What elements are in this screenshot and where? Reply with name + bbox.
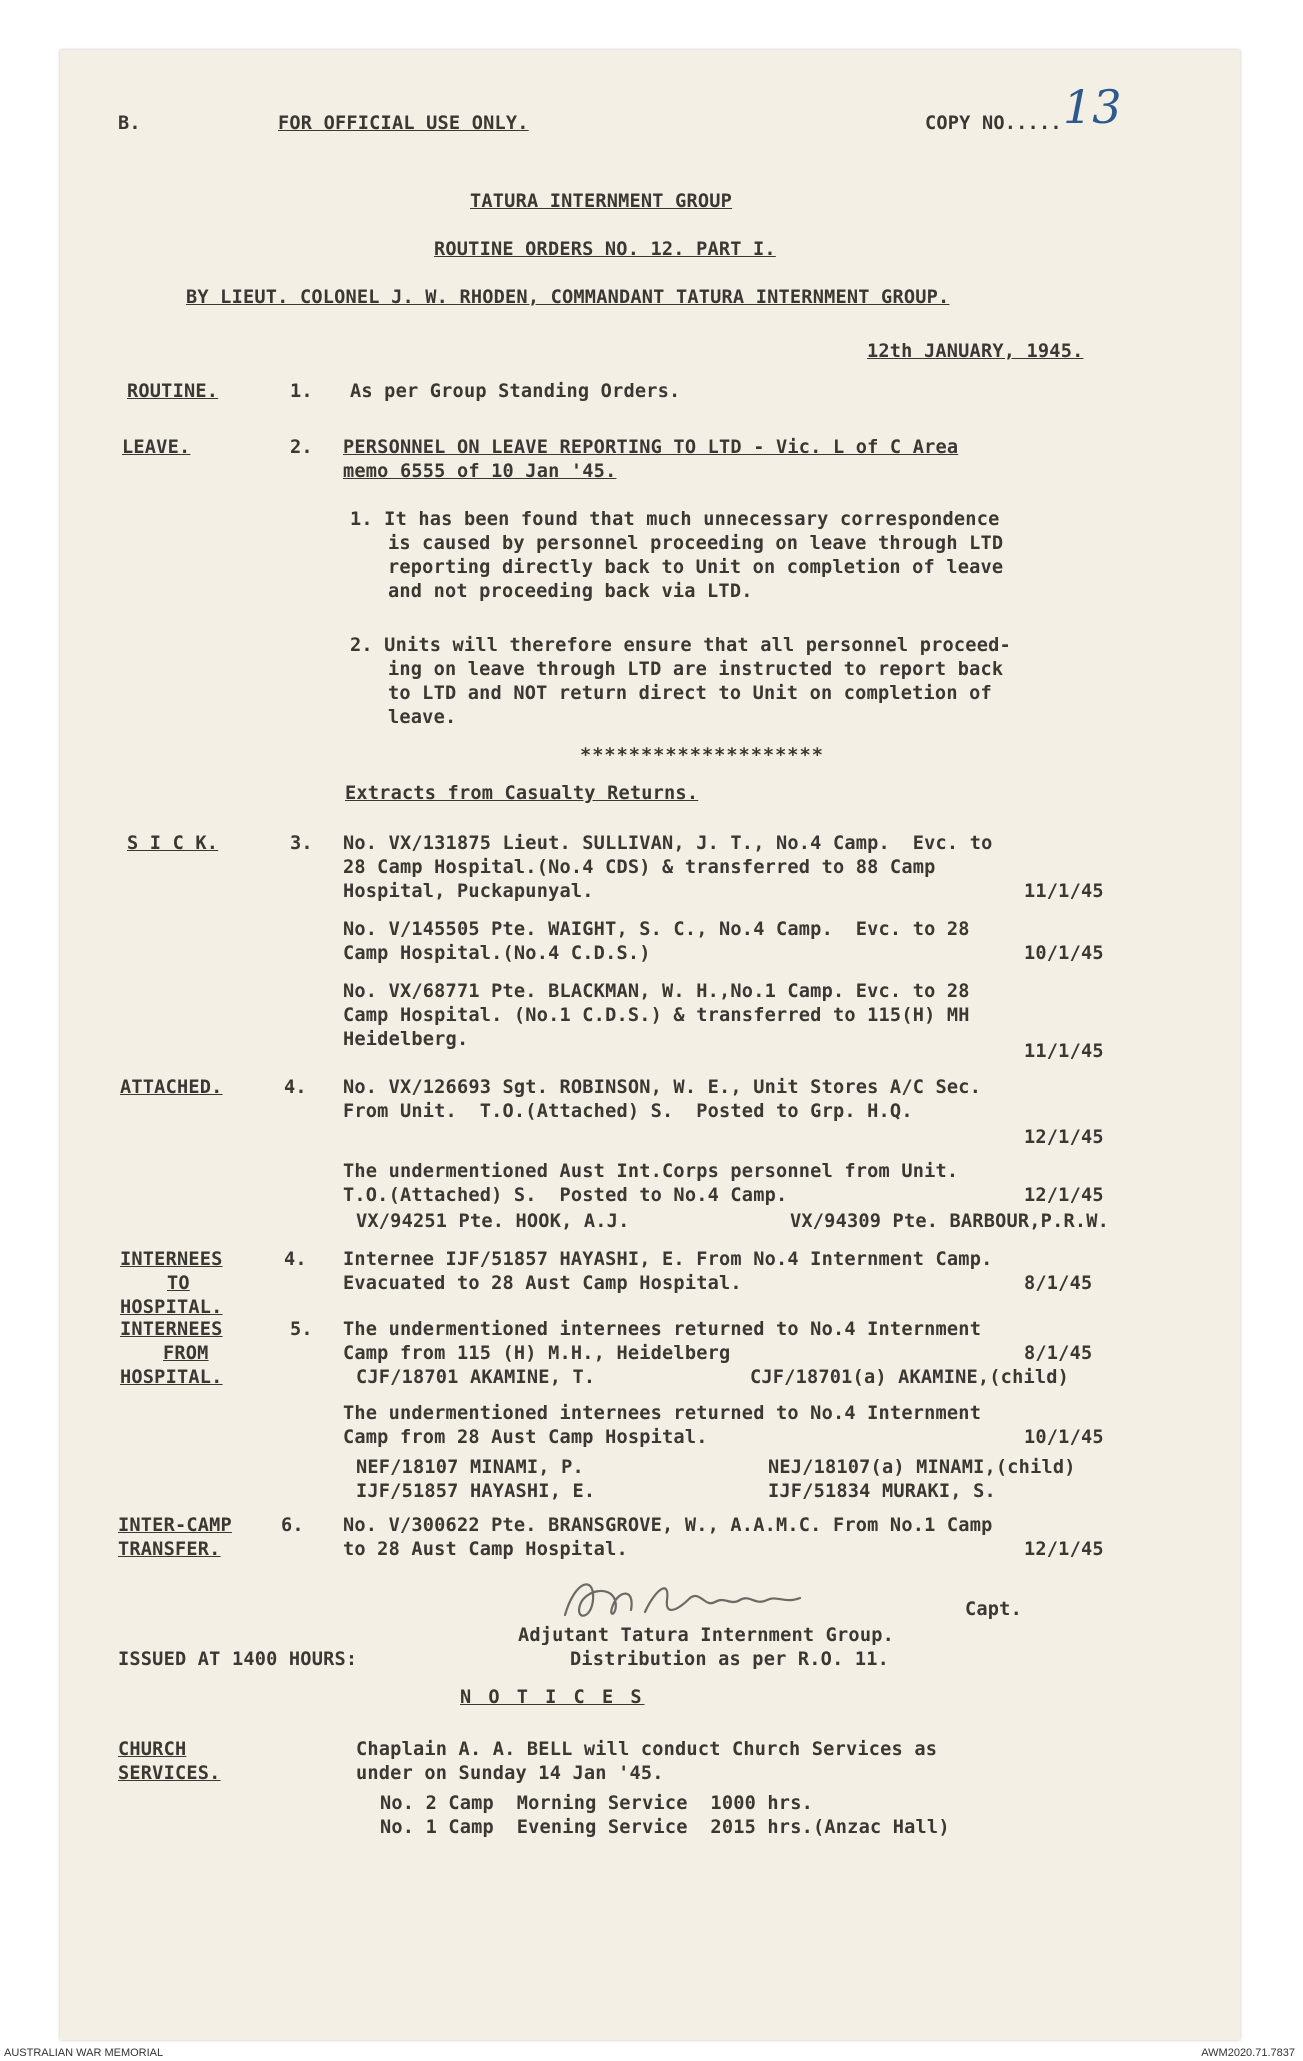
attached-entry-line: T.O.(Attached) S. Posted to No.4 Camp. <box>343 1185 788 1206</box>
routine-label: ROUTINE. <box>127 381 219 402</box>
sick-entry-line: Camp Hospital.(No.4 C.D.S.) <box>343 943 651 964</box>
from-hospital-line: Camp from 28 Aust Camp Hospital. <box>343 1427 708 1448</box>
entry-date: 11/1/45 <box>1024 881 1104 902</box>
sick-entry-line: No. VX/68771 Pte. BLACKMAN, W. H.,No.1 Camp. Evc. to 28 <box>343 981 970 1002</box>
item-number: 6. <box>281 1515 304 1536</box>
service-row: No. 1 Camp Evening Service 2015 hrs.(Anzac Hall) <box>380 1817 950 1838</box>
group-title: TATURA INTERNMENT GROUP <box>470 191 733 212</box>
internee-name: CJF/18701(a) AKAMINE,(child) <box>750 1367 1070 1388</box>
intercamp-label: INTER-CAMP <box>118 1515 232 1536</box>
sick-entry-line: No. VX/131875 Lieut. SULLIVAN, J. T., No.4 Camp. Evc. to <box>343 833 993 854</box>
sick-entry-line: Camp Hospital. (No.1 C.D.S.) & transferred to 115(H) MH <box>343 1005 970 1026</box>
internee-name: CJF/18701 AKAMINE, T. <box>356 1367 596 1388</box>
item-number: 3. <box>290 833 313 854</box>
to-hospital-label: TO <box>167 1273 190 1294</box>
personnel-name: VX/94309 Pte. BARBOUR,P.R.W. <box>790 1211 1110 1232</box>
item-number: 2. <box>290 437 313 458</box>
entry-date: 12/1/45 <box>1024 1185 1104 1206</box>
leave-paragraph-line: to LTD and NOT return direct to Unit on completion of <box>388 683 992 704</box>
extracts-heading: Extracts from Casualty Returns. <box>345 783 699 804</box>
leave-paragraph-line: 1. It has been found that much unnecessary correspondence <box>350 509 1000 530</box>
item-number: 1. <box>290 381 313 402</box>
from-hospital-label: FROM <box>163 1343 209 1364</box>
routine-text: As per Group Standing Orders. <box>350 381 681 402</box>
order-date: 12th JANUARY, 1945. <box>867 341 1084 362</box>
distribution-line: Distribution as per R.O. 11. <box>570 1649 890 1670</box>
from-hospital-label: INTERNEES <box>120 1319 223 1340</box>
issued-time: ISSUED AT 1400 HOURS: <box>118 1649 358 1670</box>
to-hospital-line: Internee IJF/51857 HAYASHI, E. From No.4 Internment Camp. <box>343 1249 993 1270</box>
leave-paragraph-line: 2. Units will therefore ensure that all personnel proceed- <box>350 635 1011 656</box>
item-number: 4. <box>284 1077 307 1098</box>
routine-orders-title: ROUTINE ORDERS NO. 12. PART I. <box>434 239 776 260</box>
to-hospital-line: Evacuated to 28 Aust Camp Hospital. <box>343 1273 742 1294</box>
leave-paragraph-line: ing on leave through LTD are instructed to report back <box>388 659 1004 680</box>
intercamp-line: to 28 Aust Camp Hospital. <box>343 1539 628 1560</box>
notice-line: Chaplain A. A. BELL will conduct Church Services as <box>356 1739 938 1760</box>
leave-title-line: memo 6555 of 10 Jan '45. <box>343 461 617 482</box>
from-hospital-line: Camp from 115 (H) M.H., Heidelberg <box>343 1343 731 1364</box>
sick-entry-line: Hospital, Puckapunyal. <box>343 881 594 902</box>
attached-entry-line: The undermentioned Aust Int.Corps personnel from Unit. <box>343 1161 959 1182</box>
entry-date: 11/1/45 <box>1024 1041 1104 1062</box>
sick-entry-line: 28 Camp Hospital.(No.4 CDS) & transferred to 88 Camp <box>343 857 936 878</box>
personnel-name: VX/94251 Pte. HOOK, A.J. <box>356 1211 630 1232</box>
entry-date: 10/1/45 <box>1024 943 1104 964</box>
signatory-title: Adjutant Tatura Internment Group. <box>518 1625 895 1646</box>
handwritten-copy-number: 13 <box>1063 80 1122 134</box>
leave-title-line: PERSONNEL ON LEAVE REPORTING TO LTD - Vic. L of C Area <box>343 437 959 458</box>
archive-reference: AWM2020.71.7837 <box>1201 2047 1295 2059</box>
item-number: 4. <box>284 1249 307 1270</box>
leave-paragraph-line: and not proceeding back via LTD. <box>388 581 753 602</box>
intercamp-line: No. V/300622 Pte. BRANSGROVE, W., A.A.M.C. From No.1 Camp <box>343 1515 993 1536</box>
to-hospital-label: INTERNEES <box>120 1249 223 1270</box>
entry-date: 12/1/45 <box>1024 1127 1104 1148</box>
commandant-line: BY LIEUT. COLONEL J. W. RHODEN, COMMANDANT TATURA INTERNMENT GROUP. <box>186 287 950 308</box>
from-hospital-line: The undermentioned internees returned to No.4 Internment <box>343 1403 982 1424</box>
intercamp-label: TRANSFER. <box>118 1539 221 1560</box>
leave-paragraph-line: is caused by personnel proceeding on leave through LTD <box>388 533 1004 554</box>
copy-number-label: COPY NO..... <box>925 113 1062 134</box>
page-marker: B. <box>118 113 141 134</box>
leave-paragraph-line: leave. <box>388 707 457 728</box>
internee-name: IJF/51857 HAYASHI, E. <box>356 1481 596 1502</box>
leave-label: LEAVE. <box>122 437 191 458</box>
leave-paragraph-line: reporting directly back to Unit on completion of leave <box>388 557 1004 578</box>
attached-entry-line: From Unit. T.O.(Attached) S. Posted to Grp. H.Q. <box>343 1101 913 1122</box>
sick-entry-line: No. V/145505 Pte. WAIGHT, S. C., No.4 Camp. Evc. to 28 <box>343 919 970 940</box>
from-hospital-label: HOSPITAL. <box>120 1367 223 1388</box>
to-hospital-label: HOSPITAL. <box>120 1297 223 1318</box>
internee-name: IJF/51834 MURAKI, S. <box>768 1481 996 1502</box>
internee-name: NEJ/18107(a) MINAMI,(child) <box>768 1457 1076 1478</box>
entry-date: 12/1/45 <box>1024 1539 1104 1560</box>
from-hospital-line: The undermentioned internees returned to No.4 Internment <box>343 1319 982 1340</box>
internee-name: NEF/18107 MINAMI, P. <box>356 1457 584 1478</box>
sick-label: S I C K. <box>127 833 219 854</box>
attached-label: ATTACHED. <box>120 1077 223 1098</box>
official-use-label: FOR OFFICIAL USE ONLY. <box>278 113 529 134</box>
entry-date: 10/1/45 <box>1024 1427 1104 1448</box>
archive-credit: AUSTRALIAN WAR MEMORIAL <box>4 2047 164 2059</box>
attached-entry-line: No. VX/126693 Sgt. ROBINSON, W. E., Unit Stores A/C Sec. <box>343 1077 982 1098</box>
church-label: CHURCH <box>118 1739 187 1760</box>
entry-date: 8/1/45 <box>1024 1273 1093 1294</box>
item-number: 5. <box>290 1319 313 1340</box>
handwritten-signature <box>555 1570 895 1630</box>
notice-line: under on Sunday 14 Jan '45. <box>356 1763 664 1784</box>
sick-entry-line: Heidelberg. <box>343 1029 469 1050</box>
signatory-rank: Capt. <box>965 1599 1022 1620</box>
section-divider: ******************** <box>580 745 824 766</box>
notices-heading: N O T I C E S <box>460 1687 645 1708</box>
entry-date: 8/1/45 <box>1024 1343 1093 1364</box>
service-row: No. 2 Camp Morning Service 1000 hrs. <box>380 1793 813 1814</box>
church-label: SERVICES. <box>118 1763 221 1784</box>
